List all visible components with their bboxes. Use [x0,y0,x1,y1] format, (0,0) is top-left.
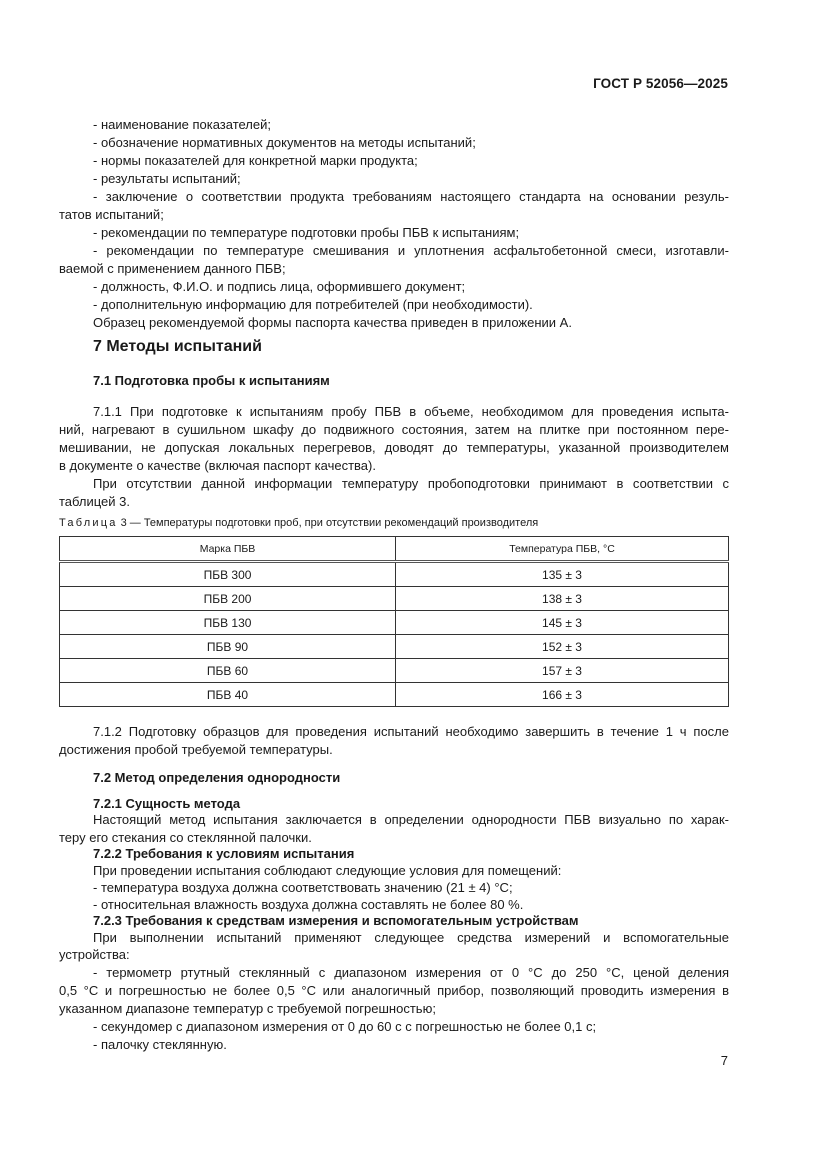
list-item-continuation: 0,5 °С и погрешностью не более 0,5 °С или аналогичный прибор, позволяющий проводить измерения в [59,983,729,998]
table-header-row [60,537,729,562]
paragraph-line: достижения пробой требуемой температуры. [59,742,333,757]
table-cell: ПБВ 90 [60,635,396,659]
table-cell: 138 ± 3 [396,587,729,611]
table-cell: ПБВ 300 [60,562,396,587]
subsection-heading-7-2: 7.2 Метод определения однородности [93,770,341,785]
list-item: - рекомендации по температуре смешивания и уплотнения асфальтобетонной смеси, изготавли- [93,243,729,258]
table-cell: 145 ± 3 [396,611,729,635]
paragraph-line: При выполнении испытаний применяют следующее средства измерений и вспомогательные [93,930,729,945]
table-cell: 157 ± 3 [396,659,729,683]
list-item-continuation: указанном диапазоне температур с требуемой погрешностью; [59,1001,436,1016]
table-cell: 135 ± 3 [396,562,729,587]
table-row [60,562,729,587]
paragraph: Образец рекомендуемой формы паспорта качества приведен в приложении А. [93,315,572,330]
paragraph-line: теру его стекания со стеклянной палочки. [59,830,312,845]
list-item: - результаты испытаний; [93,171,241,186]
paragraph-line: При проведении испытания соблюдают следующие условия для помещений: [93,863,562,878]
table-caption [59,516,538,530]
page-number: 7 [720,1053,728,1068]
list-item: - рекомендации по температуре подготовки пробы ПБВ к испытаниям; [93,225,520,240]
paragraph-line: При отсутствии данной информации температуру пробоподготовки принимают в соответствии с [93,476,729,491]
temperature-table [59,536,729,707]
list-item-continuation: ваемой с применением данного ПБВ; [59,261,286,276]
list-item-continuation: татов испытаний; [59,207,164,222]
table-caption-label: Таблица [59,517,118,529]
table-cell: 166 ± 3 [396,683,729,707]
table-cell: ПБВ 200 [60,587,396,611]
paragraph-line: 7.1.2 Подготовку образцов для проведения испытаний необходимо завершить в течение 1 ч после [93,724,729,739]
paragraph-line: ний, нагревают в сушильном шкафу до подвижного состояния, затем на плитке при постоянном пере- [59,422,729,437]
table-row [60,659,729,683]
list-item: - должность, Ф.И.О. и подпись лица, оформившего документ; [93,279,466,294]
subsection-heading-7-1: 7.1 Подготовка пробы к испытаниям [93,373,330,388]
list-item: - относительная влажность воздуха должна составлять не более 80 %. [93,897,524,912]
section-heading-7: 7 Методы испытаний [93,338,262,355]
paragraph-line: 7.1.1 При подготовке к испытаниям пробу ПБВ в объеме, необходимом для проведения испыта- [93,404,729,419]
table-header-cell: Марка ПБВ [60,537,396,562]
table-row [60,635,729,659]
table-row [60,683,729,707]
table-cell: ПБВ 40 [60,683,396,707]
paragraph-line: Настоящий метод испытания заключается в определении однородности ПБВ визуально по харак- [93,812,729,827]
table-header-cell: Температура ПБВ, °С [396,537,729,562]
paragraph-line: в документе о качестве (включая паспорт качества). [59,458,376,473]
table-cell: 152 ± 3 [396,635,729,659]
table-cell: ПБВ 60 [60,659,396,683]
paragraph-line: мешивании, не допуская локальных перегревов, доводят до температуры, указанной производителем [59,440,729,455]
document-id-header: ГОСТ Р 52056—2025 [593,76,728,91]
paragraph-line: устройства: [59,947,130,962]
table-cell: ПБВ 130 [60,611,396,635]
subsection-heading-7-2-3: 7.2.3 Требования к средствам измерения и вспомогательным устройствам [93,913,579,928]
paragraph-line: таблицей 3. [59,494,130,509]
table-row [60,587,729,611]
list-item: - температура воздуха должна соответствовать значению (21 ± 4) °С; [93,880,513,895]
subsection-heading-7-2-1: 7.2.1 Сущность метода [93,796,241,811]
list-item: - наименование показателей; [93,117,271,132]
list-item: - палочку стеклянную. [93,1037,227,1052]
list-item: - секундомер с диапазоном измерения от 0 до 60 с с погрешностью не более 0,1 с; [93,1019,597,1034]
table-row [60,611,729,635]
list-item: - обозначение нормативных документов на методы испытаний; [93,135,476,150]
list-item: - термометр ртутный стеклянный с диапазоном измерения от 0 °С до 250 °С, ценой деления [93,965,729,980]
list-item: - дополнительную информацию для потребителей (при необходимости). [93,297,533,312]
subsection-heading-7-2-2: 7.2.2 Требования к условиям испытания [93,846,355,861]
list-item: - нормы показателей для конкретной марки продукта; [93,153,418,168]
table-caption-text: 3 — Температуры подготовки проб, при отсутствии рекомендаций производителя [117,517,539,529]
list-item: - заключение о соответствии продукта требованиям настоящего стандарта на основании резуль- [93,189,729,204]
